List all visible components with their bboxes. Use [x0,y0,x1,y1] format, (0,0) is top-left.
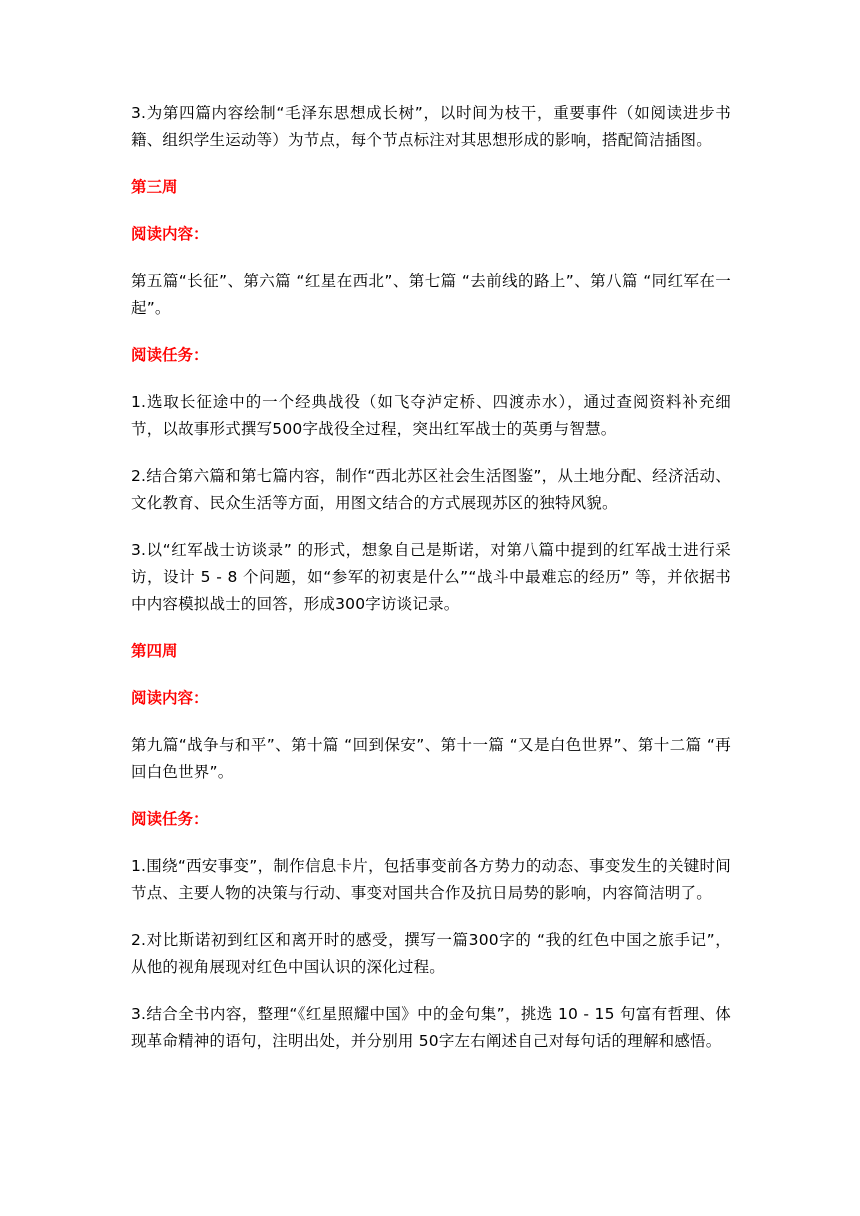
reading-task-heading: 阅读任务： [131,346,209,364]
week-three-heading: 第三周 [131,178,178,196]
task-paragraph-week4-2: 2.对比斯诺初到红区和离开时的感受，撰写一篇300字的 “我的红色中国之旅手记”，从他的视角展现对红色中国认识的深化过程。 [131,931,731,976]
reading-content-heading: 阅读内容： [131,689,209,707]
task-paragraph-week4-3: 3.结合全书内容，整理“《红星照耀中国》中的金句集”，挑选 10 - 15 句富有哲理、体现革命精神的语句，注明出处，并分别用 50字左右阐述自己对每句话的理解和感悟。 [131,1005,731,1050]
reading-content-heading: 阅读内容： [131,225,209,243]
reading-task-heading: 阅读任务： [131,810,209,828]
task-paragraph-week2-3: 3.为第四篇内容绘制“毛泽东思想成长树”，以时间为枝干，重要事件（如阅读进步书籍、组织学生运动等）为节点，每个节点标注对其思想形成的影响，搭配简洁插图。 [131,104,731,149]
task-paragraph-week3-3: 3.以“红军战士访谈录” 的形式，想象自己是斯诺，对第八篇中提到的红军战士进行采访，设计 5 - 8 个问题，如“参军的初衷是什么”“战斗中最难忘的经历” 等，并依据书中内容模拟战士的回答，形成300字访谈记录。 [131,541,731,613]
reading-content-paragraph: 第五篇“长征”、第六篇 “红星在西北”、第七篇 “去前线的路上”、第八篇 “同红军在一起”。 [131,272,731,317]
week-four-heading: 第四周 [131,642,178,660]
task-paragraph-week3-1: 1.选取长征途中的一个经典战役（如飞夺泸定桥、四渡赤水），通过查阅资料补充细节，以故事形式撰写500字战役全过程，突出红军战士的英勇与智慧。 [131,393,731,438]
task-paragraph-week4-1: 1.围绕“西安事变”，制作信息卡片，包括事变前各方势力的动态、事变发生的关键时间节点、主要人物的决策与行动、事变对国共合作及抗日局势的影响，内容简洁明了。 [131,857,731,902]
document-content [131,100,731,1075]
reading-content-paragraph: 第九篇“战争与和平”、第十篇 “回到保安”、第十一篇 “又是白色世界”、第十二篇 “再回白色世界”。 [131,736,731,781]
task-paragraph-week3-2: 2.结合第六篇和第七篇内容，制作“西北苏区社会生活图鉴”，从土地分配、经济活动、文化教育、民众生活等方面，用图文结合的方式展现苏区的独特风貌。 [131,467,731,512]
